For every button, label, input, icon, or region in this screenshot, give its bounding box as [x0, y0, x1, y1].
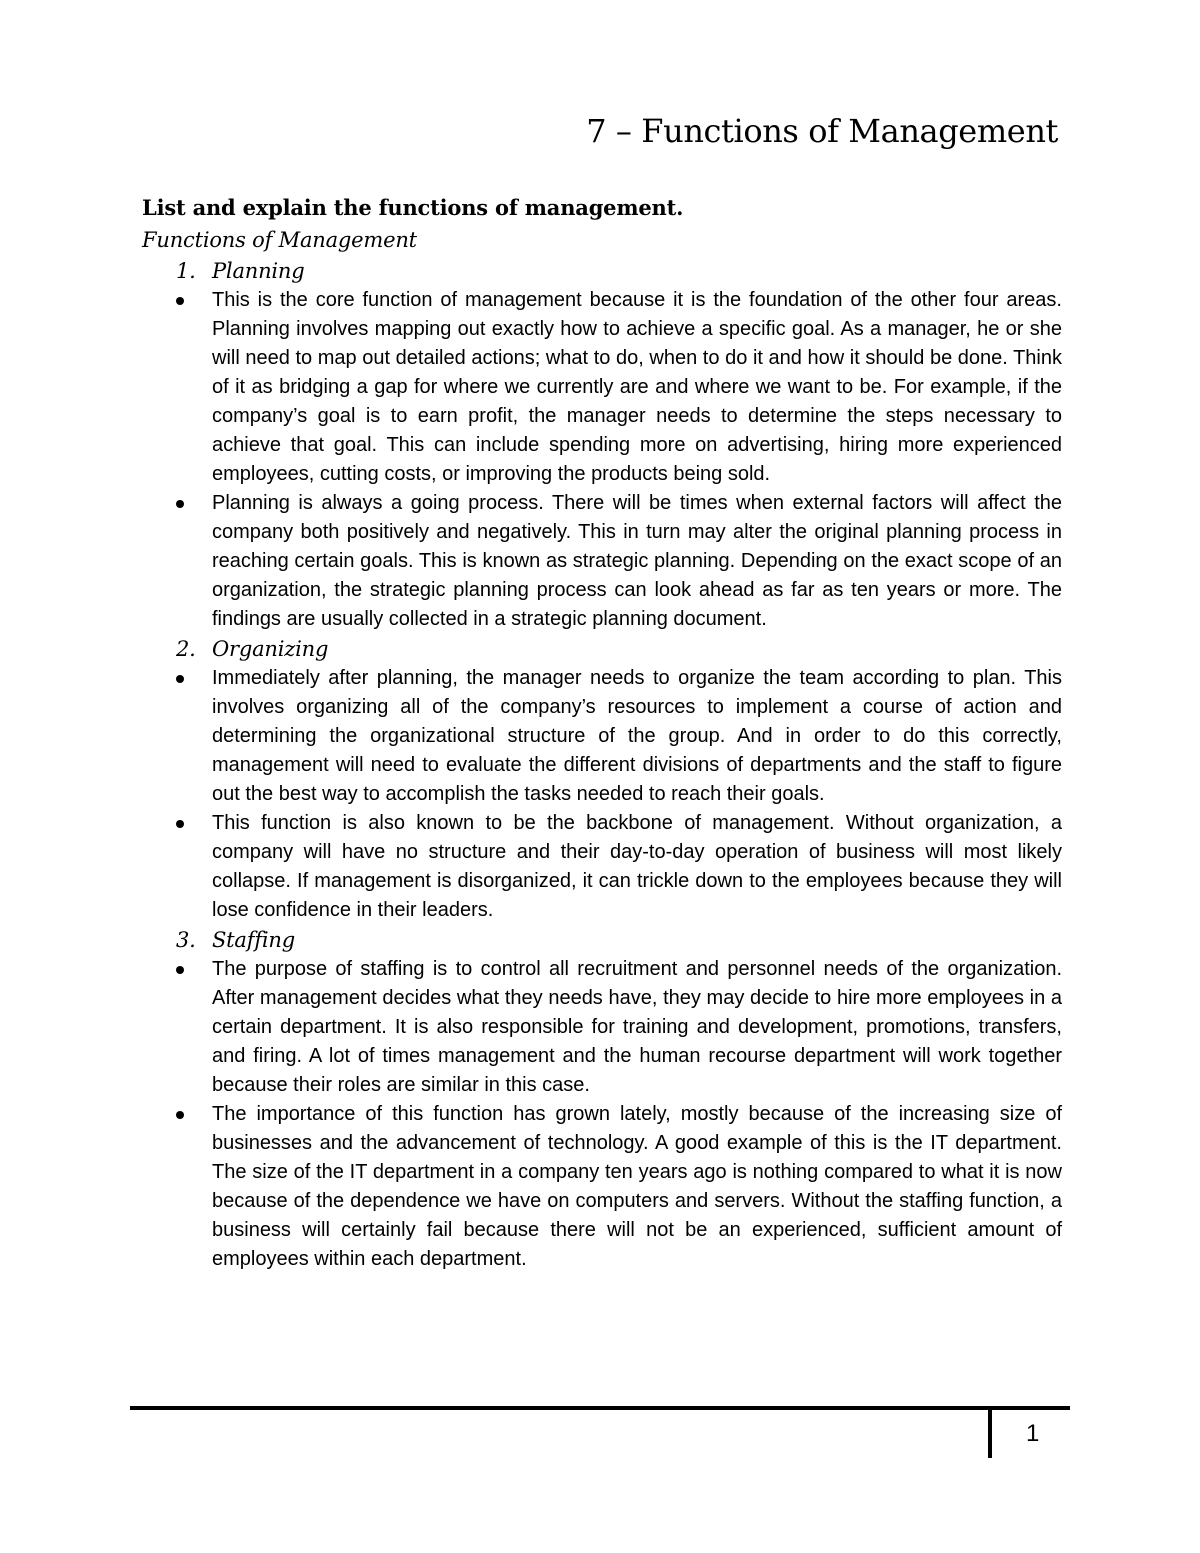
bullet-text: Planning is always a going process. There will be times when external factors will affect the company both positively and negatively. This in turn may alter the original planning process in reaching certain goals. This is known as strategic planning. Depending on the exact scope of an organization, the strategic planning process can look ahead as far as ten years or more. The findings are usually collected in a strategic planning document.: [212, 492, 1062, 630]
bullet-text: This is the core function of management because it is the foundation of the other four areas. Planning involves mapping out exactly how to achieve a specific goal. As a manager, he or she will need to map out detailed actions; what to do, when to do it and how it should be done. Think of it as bridging a gap for where we currently are and where we want to be. For example, if the company’s goal is to earn profit, the manager needs to determine the steps necessary to achieve that goal. This can include spending more on advertising, hiring more experienced employees, cutting costs, or improving the products being sold.: [212, 289, 1062, 485]
document-body: [142, 192, 1062, 1274]
function-heading-staffing: [142, 925, 1062, 955]
bullet-text: Immediately after planning, the manager needs to organize the team according to plan. This involves organizing all of the company’s resources to implement a course of action and determining the organizational structure of the group. And in order to do this correctly, management will need to evaluate the different divisions of departments and the staff to figure out the best way to accomplish the tasks needed to reach their goals.: [212, 667, 1062, 805]
footer-vertical-bar: [988, 1410, 992, 1458]
function-name: Planning: [212, 259, 305, 283]
function-number: 2.: [176, 637, 196, 661]
bullet-item: [142, 664, 1062, 809]
bullet-icon: [176, 297, 184, 305]
bullet-icon: [176, 966, 184, 974]
section-heading: Functions of Management: [142, 228, 417, 252]
bullet-text: The purpose of staffing is to control all recruitment and personnel needs of the organization. After management decides what they needs have, they may decide to hire more employees in a certain department. It is also responsible for training and development, promotions, transfers, and firing. A lot of times management and the human recourse department will work together because their roles are similar in this case.: [212, 958, 1062, 1096]
bullet-text: This function is also known to be the backbone of management. Without organization, a company will have no structure and their day-to-day operation of business will most likely collapse. If management is disorganized, it can trickle down to the employees because they will lose confidence in their leaders.: [212, 812, 1062, 921]
bullet-item: [142, 489, 1062, 634]
bullet-icon: [176, 500, 184, 508]
function-name: Staffing: [212, 928, 295, 952]
page-number: 1: [1026, 1420, 1040, 1447]
function-name: Organizing: [212, 637, 329, 661]
question-heading: List and explain the functions of management.: [142, 195, 684, 220]
function-heading-organizing: [142, 634, 1062, 664]
function-heading-planning: [142, 256, 1062, 286]
footer-divider: [130, 1406, 1070, 1410]
bullet-icon: [176, 1111, 184, 1119]
bullet-item: [142, 1100, 1062, 1274]
page-title: 7 – Functions of Management: [586, 112, 1058, 150]
bullet-text: The importance of this function has grown lately, mostly because of the increasing size of businesses and the advancement of technology. A good example of this is the IT department. The size of the IT department in a company ten years ago is nothing compared to what it is now because of the dependence we have on computers and servers. Without the staffing function, a business will certainly fail because there will not be an experienced, sufficient amount of employees within each department.: [212, 1103, 1062, 1270]
function-number: 1.: [176, 259, 196, 283]
bullet-icon: [176, 820, 184, 828]
bullet-item: [142, 286, 1062, 489]
bullet-icon: [176, 675, 184, 683]
bullet-item: [142, 809, 1062, 925]
bullet-item: [142, 955, 1062, 1100]
function-number: 3.: [176, 928, 196, 952]
